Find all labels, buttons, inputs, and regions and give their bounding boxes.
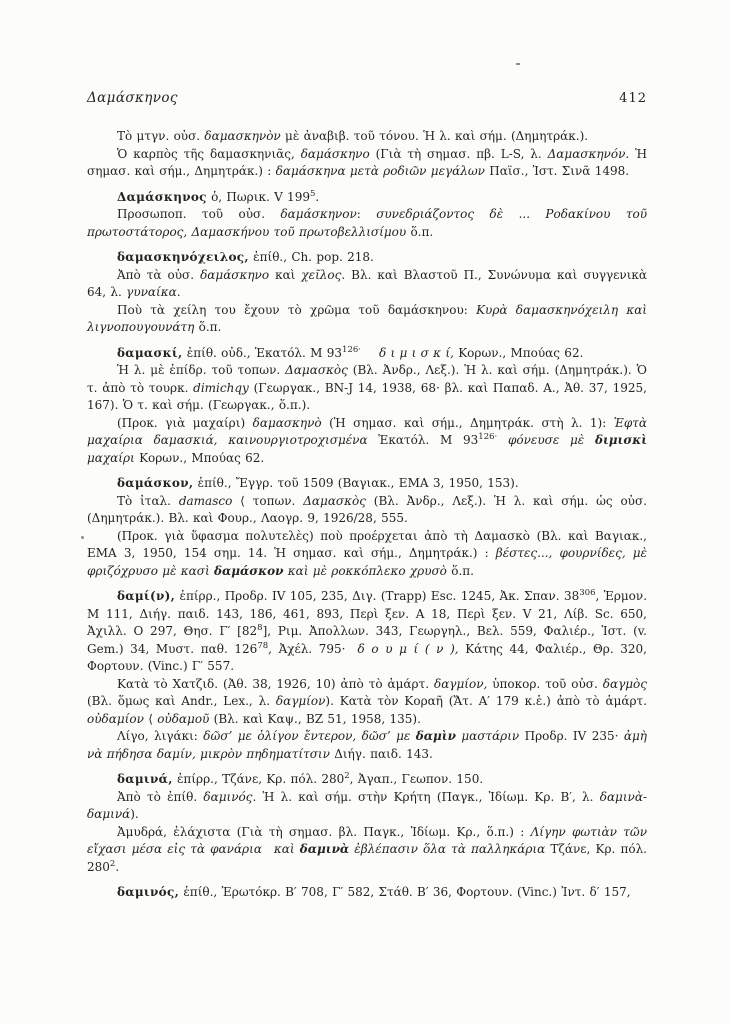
text-run: ὁ, Πωρικ. V 199 bbox=[206, 189, 310, 204]
body-paragraph bbox=[87, 528, 647, 581]
body-paragraph bbox=[87, 789, 647, 824]
text-run: ἐπίθ., Ch. pop. 218. bbox=[248, 250, 374, 264]
text-run: ). bbox=[130, 807, 139, 821]
text-run: ἐπίρρ., Προδρ. IV 105, 235, Διγ. (Trapp) Esc. 1245, Ἀκ. Σπαν. 38 bbox=[175, 589, 580, 603]
body-paragraph bbox=[87, 267, 647, 302]
text-run: ἐπίθ., Ἔγγρ. τοῦ 1509 (Βαγιακ., ΕΜΑ 3, 1950, 153). bbox=[193, 476, 519, 490]
text-run: δαγμὸς bbox=[602, 676, 647, 691]
text-run: . bbox=[115, 859, 120, 874]
body-paragraph bbox=[87, 493, 647, 528]
text-run: δαγμίον, bbox=[433, 676, 488, 691]
text-run: . Ἡ λ. καὶ σήμ. στὴν Κρήτη (Παγκ., Ἰδίωμ. Κρ. Β′, λ. bbox=[252, 789, 600, 804]
text-run: 78 bbox=[257, 640, 269, 651]
text-run: Ἑφτὰ μαχαίρια δαμασκιά, καινουργιοτροχισμένα bbox=[87, 415, 647, 447]
text-run: 2 bbox=[344, 771, 350, 781]
text-run: οὐδαμίον bbox=[87, 711, 144, 726]
text-run: φόνευσε μὲ bbox=[507, 433, 595, 447]
text-run: δαμάσκον, bbox=[117, 476, 194, 490]
page-content bbox=[87, 90, 647, 902]
text-run: (Βλ. Ἀνδρ., Λεξ.). Ἡ λ. καὶ σήμ. (Δημητράκ.). Ὁ τ. ἀπὸ τὸ τουρκ. bbox=[87, 363, 647, 395]
entry-paragraph bbox=[87, 189, 647, 207]
text-run: ἐβλέπασιν ὅλα τὰ παλληκάρια bbox=[349, 842, 546, 856]
body-paragraph bbox=[87, 415, 647, 468]
text-run: μαστάριν bbox=[455, 729, 520, 743]
text-run: μὲ ἀναβιβ. τοῦ τόνου. Ἡ λ. καὶ σήμ. (Δημητράκ.). bbox=[280, 129, 589, 143]
text-run bbox=[361, 346, 379, 360]
text-run: γυναίκα bbox=[126, 285, 177, 299]
text-run: δαμινά, bbox=[117, 772, 173, 786]
page-number: 412 bbox=[619, 91, 647, 106]
body-paragraph bbox=[87, 824, 647, 877]
running-title: Δαμάσκηνος bbox=[87, 90, 178, 106]
text-run: ⟨ τοπων. bbox=[232, 493, 304, 508]
text-run: δαμασκί, bbox=[117, 345, 183, 360]
text-run: Κυρὰ δαμασκηνόχειλη καὶ λιγνοπουγουνάτη bbox=[87, 302, 647, 334]
text-run: Δαμασκὸς bbox=[303, 493, 366, 508]
entry-paragraph bbox=[87, 475, 647, 493]
text-run: Προσωποπ. τοῦ οὐσ. bbox=[117, 207, 281, 221]
text-run: (Γιὰ τὴ σημασ. πβ. L-S, λ. bbox=[369, 146, 548, 161]
text-run: 126· bbox=[342, 344, 361, 355]
dictionary-text bbox=[87, 128, 647, 902]
text-run: ). Κατὰ τὸν Κοραῆ (Ἄτ. Α′ 179 κ.ἑ.) ἀπὸ τὸ ἁμάρτ. bbox=[325, 694, 647, 708]
text-run: μαχαίρι bbox=[87, 450, 135, 465]
text-run: : bbox=[356, 207, 377, 221]
body-paragraph bbox=[87, 362, 647, 415]
text-run: δαμὶν bbox=[415, 729, 456, 743]
text-run: , Ἀχέλ. 795· bbox=[268, 641, 358, 656]
text-run: dimichqy bbox=[193, 380, 249, 395]
text-run: δ ι μ ι σ κ ί, bbox=[378, 345, 454, 360]
text-run: (Βλ. καὶ Καψ., BZ 51, 1958, 135). bbox=[209, 711, 421, 726]
text-run: Ἀπὸ τὸ ἐπίθ. bbox=[117, 789, 204, 804]
text-run: Διήγ. παιδ. 143. bbox=[329, 746, 433, 761]
text-run: ὅ.π. bbox=[446, 563, 474, 578]
text-run: Κάτης 44, Φαλιέρ., Θρ. 320, Φορτουν. (Vinc.) Γ′ 557. bbox=[87, 641, 647, 673]
text-run: ἀμὴ νὰ πήδησα δαμίν, μικρὸν πηδηματίτσιν bbox=[87, 729, 647, 761]
scan-artifact bbox=[81, 536, 84, 539]
text-run: . Βλ. καὶ Βλαστοῦ Π., Συνώνυμα καὶ συγγενικὰ 64, λ. bbox=[87, 267, 647, 299]
text-run: 306 bbox=[579, 588, 596, 598]
text-run: ὑποκορ. τοῦ οὐσ. bbox=[487, 676, 603, 691]
text-run: δαμάσκον bbox=[213, 563, 284, 578]
entry-paragraph bbox=[87, 884, 647, 902]
text-run: . bbox=[176, 285, 181, 299]
text-run: 126· bbox=[478, 432, 498, 442]
running-head bbox=[87, 90, 647, 106]
text-run: δ ο υ μ ί ( ν ), bbox=[357, 641, 459, 656]
text-run: δαγμίον bbox=[275, 694, 326, 708]
text-run: δαμί(ν), bbox=[117, 589, 176, 603]
text-run: δῶσ’ με ὀλίγον ἔντερον, δῶσ’ με bbox=[203, 729, 416, 743]
text-run: δαμάσκηνον bbox=[280, 207, 357, 221]
text-run: δαμινός, bbox=[117, 885, 180, 899]
text-run: , Ἑρμον. Μ 111, Διήγ. παιδ. 143, 186, 461, 893, Περὶ ξεν. Α 18, Περὶ ξεν. V 21, Λίβ. Sc. 650, Ἀχιλλ. Ο 297, Θησ. Γ′ [82 bbox=[87, 589, 648, 638]
body-paragraph bbox=[87, 302, 647, 337]
body-paragraph bbox=[87, 206, 647, 241]
entry-paragraph bbox=[87, 345, 647, 363]
text-run: . bbox=[315, 189, 320, 204]
text-run: Κορων., Μπούας 62. bbox=[134, 450, 265, 465]
text-run: ἐπίρρ., Τζάνε, Κρ. πόλ. 280 bbox=[172, 772, 345, 786]
text-run: Ἡ λ. μὲ ἐπίδρ. τοῦ τοπων. bbox=[117, 363, 286, 377]
text-run: διμισκὶ bbox=[594, 433, 648, 447]
text-run: 8 bbox=[257, 623, 263, 633]
text-run: Ἀπὸ τὰ οὐσ. bbox=[117, 267, 201, 282]
text-run: Κατὰ τὸ Χατζιδ. (Ἀθ. 38, 1926, 10) ἀπὸ τὸ ἁμάρτ. bbox=[117, 676, 434, 691]
scan-artifact bbox=[516, 63, 520, 65]
text-run: ], Ριμ. Ἀπολλων. 343, Γεωργηλ., Βελ. 559, Φαλιέρ., Ἱστ. (v. Gem.) 34, Μυστ. παθ. 126 bbox=[87, 624, 647, 656]
text-run: Ὁ καρπὸς τῆς δαμασκηνιᾶς, bbox=[117, 146, 301, 161]
entry-paragraph bbox=[87, 588, 647, 676]
text-run: ἐπίθ. οὐδ., Ἑκατόλ. Μ 93 bbox=[182, 345, 343, 360]
text-run: ἐπίθ., Ἐρωτόκρ. Β′ 708, Γ′ 582, Στάθ. Β′ 36, Φορτουν. (Vinc.) Ἰντ. δ′ 157, bbox=[179, 885, 631, 899]
text-run: Τζάνε, Κρ. πόλ. 280 bbox=[87, 842, 648, 874]
text-run: 5 bbox=[309, 188, 316, 199]
text-run: 2 bbox=[109, 858, 116, 869]
text-run: χεῖλος bbox=[301, 267, 342, 282]
text-run: (Ἡ σημασ. καὶ σήμ., Δημητράκ. στὴ λ. 1): bbox=[321, 415, 614, 430]
text-run: Λίγο, λιγάκι: bbox=[117, 729, 204, 743]
text-run: δαμινὰ bbox=[299, 842, 350, 856]
text-run: οὐδαμοῦ bbox=[157, 711, 210, 726]
text-run: δαμάσκηνο bbox=[200, 267, 270, 282]
text-run: ὅ.π. bbox=[406, 224, 434, 239]
text-run: Ποὺ τὰ χείλη του ἔχουν τὸ χρῶμα τοῦ δαμάσκηνου: bbox=[117, 302, 477, 317]
text-run: καὶ μὲ ροκκόπλεκο χρυσὸ bbox=[283, 563, 447, 578]
text-run: (Βλ. Ἀνδρ., Λεξ.). Ἡ λ. καὶ σήμ. ὡς οὐσ. (Δημητράκ.). Βλ. καὶ Φουρ., Λαογρ. 9, 1926/28, 555. bbox=[87, 493, 647, 525]
text-run: Τὸ ἰταλ. bbox=[117, 493, 179, 508]
body-paragraph bbox=[87, 146, 647, 181]
entry-paragraph bbox=[87, 249, 647, 267]
text-run: δαμινός bbox=[203, 789, 253, 804]
body-paragraph bbox=[87, 728, 647, 763]
text-run: Προδρ. IV 235· bbox=[519, 729, 624, 743]
text-run: (Προκ. γιὰ ὕφασμα πολυτελὲς) ποὺ προέρχεται ἀπὸ τὴ Δαμασκὸ (Βλ. καὶ Βαγιακ., ΕΜΑ 3, 1950, 154 σημ. 14. Ἡ σημασ. καὶ σήμ., Δημητράκ.) : bbox=[87, 528, 647, 560]
text-run: Ἡ σημασ. καὶ σήμ., Δημητράκ.) : bbox=[87, 146, 647, 178]
text-run: damasco bbox=[178, 493, 233, 508]
text-run: (Γεωργακ., BN-J 14, 1938, 68· βλ. καὶ Παπαδ. Α., Ἀθ. 37, 1925, 167). Ὁ τ. καὶ σήμ. (Γεωργακ., ὅ.π.). bbox=[87, 380, 647, 412]
text-run: συνεδριάζοντος δὲ ... Ροδακίνου τοῦ πρωτοστάτορος, Δαμασκήνου τοῦ πρωτοβελλισίμου bbox=[87, 207, 647, 239]
text-run: Τὸ μτγν. οὐσ. bbox=[117, 129, 205, 143]
text-run: , Ἀγαπ., Γεωπον. 150. bbox=[349, 772, 484, 786]
text-run: δαμασκηνόχειλος, bbox=[117, 250, 249, 264]
text-run: ⟨ bbox=[143, 711, 158, 726]
text-run: Ἀμυδρά, ἐλάχιστα (Γιὰ τὴ σημασ. βλ. Παγκ., Ἰδίωμ. Κρ., ὅ.π.) : bbox=[117, 824, 531, 839]
text-run: Παϊσ., Ἱστ. Σινᾶ 1498. bbox=[484, 164, 630, 178]
text-run: δαμάσκηνο bbox=[300, 146, 370, 161]
body-paragraph bbox=[87, 128, 647, 146]
text-run: Λίγην φωτιὰν τῶν εἴχασι μέσα εἰς τὰ φανάρια καὶ bbox=[87, 824, 648, 856]
text-run: Κορων., Μπούας 62. bbox=[453, 345, 584, 360]
text-run: Δαμασκηνόν. bbox=[547, 146, 630, 161]
text-run: ὅ.π. bbox=[194, 320, 222, 334]
text-run: Δαμασκὸς bbox=[285, 363, 348, 377]
text-run: δαμινὰ-δαμινά bbox=[87, 789, 648, 821]
entry-paragraph bbox=[87, 771, 647, 789]
text-run: Ἑκατόλ. Μ 93 bbox=[367, 433, 479, 447]
text-run: δαμασκηνὸν bbox=[204, 129, 281, 143]
text-run: δαμασκηνὸ bbox=[252, 415, 322, 430]
text-run: βέστες..., φουρνίδες, μὲ φριζόχρυσο μὲ κασὶ bbox=[87, 546, 647, 578]
text-run: δαμάσκηνα μετὰ ροδιῶν μεγάλων bbox=[275, 164, 485, 178]
text-run: Δαμάσκηνος bbox=[117, 189, 207, 204]
text-run bbox=[497, 433, 508, 447]
text-run: (Βλ. ὅμως καὶ Andr., Lex., λ. bbox=[87, 694, 276, 708]
body-paragraph bbox=[87, 676, 647, 729]
text-run: καὶ bbox=[269, 267, 302, 282]
text-run: (Προκ. γιὰ μαχαίρι) bbox=[117, 415, 253, 430]
